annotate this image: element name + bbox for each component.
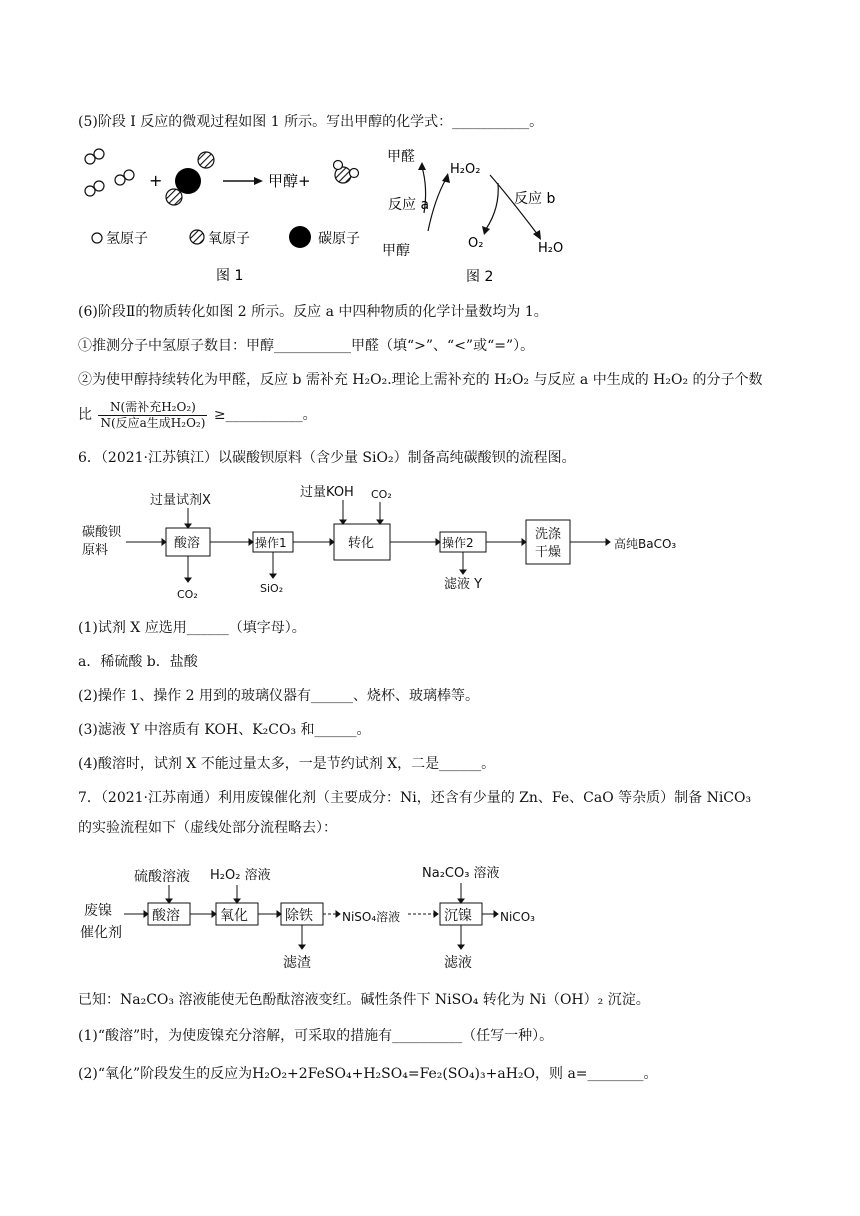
waste-nickel-label: 废镍 (84, 903, 112, 919)
co2-out-label: CO₂ (177, 588, 198, 601)
figure-1 (78, 145, 388, 285)
q6-sub2: ②为使甲醇持续转化为甲醛，反应 b 需补充 H₂O₂.理论上需补充的 H₂O₂ 与反应 a 中生成的 H₂O₂ 的分子个数 (78, 372, 763, 388)
formaldehyde-label: 甲醛 (387, 149, 415, 165)
operation-2-box: 操作2 (442, 536, 474, 550)
p7-known: 已知：Na₂CO₃ 溶液能使无色酚酞溶液变红。碱性条件下 NiSO₄ 转化为 Ni（OH）₂ 沉淀。 (78, 992, 650, 1008)
product-label: 高纯BaCO₃ (614, 537, 677, 551)
reagent-x-label: 过量试剂X (150, 493, 211, 508)
operation-1-box: 操作1 (255, 536, 287, 550)
nico3-product-label: NiCO₃ (500, 910, 535, 924)
niso4-solution-label: NiSO₄溶液 (342, 910, 401, 924)
carbon-dioxide-molecule-icon (166, 152, 214, 205)
reaction-a-arrow (428, 179, 446, 231)
wash-box-line2: 干燥 (535, 545, 562, 560)
sulfuric-acid-label: 硫酸溶液 (134, 869, 190, 885)
reaction-arrow (223, 177, 263, 185)
p6-q4: (4)酸溶时，试剂 X 不能过量太多，一是节约试剂 X，二是______。 (78, 756, 496, 772)
p6-q2: (2)操作 1、操作 2 用到的玻璃仪器有______、烧杯、玻璃棒等。 (78, 688, 479, 704)
methanol-plus-label: 甲醇+ (268, 172, 311, 190)
p6-q3: (3)滤液 Y 中溶质有 KOH、K₂CO₃ 和______。 (78, 722, 371, 738)
p7-q1: (1)“酸溶”时，为使废镍充分溶解，可采取的措施有__________（任写一种）。 (78, 1028, 554, 1044)
h2o-label: H₂O (538, 241, 564, 256)
p6-intro: 6．（2021·江苏镇江）以碳酸钡原料（含少量 SiO₂）制备高纯碳酸钡的流程图。 (78, 450, 576, 466)
figure-2 (380, 143, 580, 288)
h2o2-label: H₂O₂ (450, 162, 481, 177)
remove-iron-box: 除铁 (285, 908, 313, 924)
p6-options: a．稀硫酸 b．盐酸 (78, 654, 198, 670)
filtrate-y-label: 滤液 Y (444, 577, 483, 592)
ratio-fraction (98, 400, 207, 431)
fraction-denominator: N(反应a生成H₂O₂) (100, 415, 206, 430)
wash-box-line1: 洗涤 (535, 527, 562, 542)
legend-oxygen: 氧原子 (208, 231, 250, 247)
legend-hydrogen: 氢原子 (106, 231, 148, 247)
figure-2-caption: 图 2 (466, 269, 494, 285)
acid-dissolve-box: 酸溶 (174, 536, 201, 551)
acid-dissolve-box: 酸溶 (152, 908, 180, 924)
catalyst-label: 催化剂 (80, 925, 122, 941)
sio2-label: SiO₂ (260, 582, 284, 595)
legend-carbon: 碳原子 (318, 231, 360, 247)
p7-intro-1: 7．（2021·江苏南通）利用废镍催化剂（主要成分：Ni，还含有少量的 Zn、Fe、CaO 等杂质）制备 NiCO₃ (78, 790, 752, 806)
oxidize-box: 氧化 (220, 908, 248, 924)
plus-sign: + (149, 171, 163, 190)
carbon-atom-icon (289, 226, 311, 248)
flowchart-nickel (78, 855, 578, 975)
flowchart-barium (78, 480, 718, 610)
hydrogen-atom-icon (92, 233, 102, 243)
precipitate-nickel-box: 沉镍 (444, 908, 472, 924)
q6-ratio-line (78, 398, 317, 432)
raw-material-label-2: 原料 (82, 543, 109, 558)
methanol-label: 甲醇 (382, 243, 410, 259)
h2o2-solution-label: H₂O₂ 溶液 (210, 868, 271, 883)
filtrate-label: 滤液 (444, 955, 472, 971)
co2-in-label: CO₂ (371, 488, 392, 501)
p7-q2: (2)“氧化”阶段发生的反应为H₂O₂+2FeSO₄+H₂SO₄=Fe₂(SO₄)₃+aH₂O，则 a=________。 (78, 1066, 658, 1082)
reaction-b-label: 反应 b (514, 191, 556, 207)
ratio-prefix: 比 (78, 407, 92, 423)
q5-text: (5)阶段 I 反应的微观过程如图 1 所示。写出甲醇的化学式：___________。 (78, 114, 544, 130)
raw-material-label: 碳酸钡 (82, 525, 122, 540)
residue-label: 滤渣 (283, 955, 311, 971)
q6-sub1: ①推测分子中氢原子数目：甲醇___________甲醛（填“>”、“<”或“=”）。 (78, 338, 535, 354)
p6-q1: (1)试剂 X 应选用______（填字母）。 (78, 620, 306, 636)
hydrogen-molecules-icon (85, 149, 134, 196)
q6-stage2: (6)阶段Ⅱ的物质转化如图 2 所示。反应 a 中四种物质的化学计量数均为 1。 (78, 304, 548, 320)
reaction-a-label: 反应 a (388, 197, 430, 213)
fraction-numerator: N(需补充H₂O₂) (98, 400, 207, 416)
ratio-suffix: ≥___________。 (213, 407, 317, 423)
water-molecule-icon (334, 161, 359, 184)
koh-label: 过量KOH (300, 485, 354, 500)
oxygen-atom-icon (190, 230, 204, 244)
p7-intro-2: 的实验流程如下（虚线处部分流程略去）： (78, 820, 337, 836)
o2-label: O₂ (468, 236, 484, 251)
figure-1-caption: 图 1 (216, 268, 244, 284)
conversion-box: 转化 (348, 536, 375, 551)
na2co3-solution-label: Na₂CO₃ 溶液 (422, 866, 500, 881)
